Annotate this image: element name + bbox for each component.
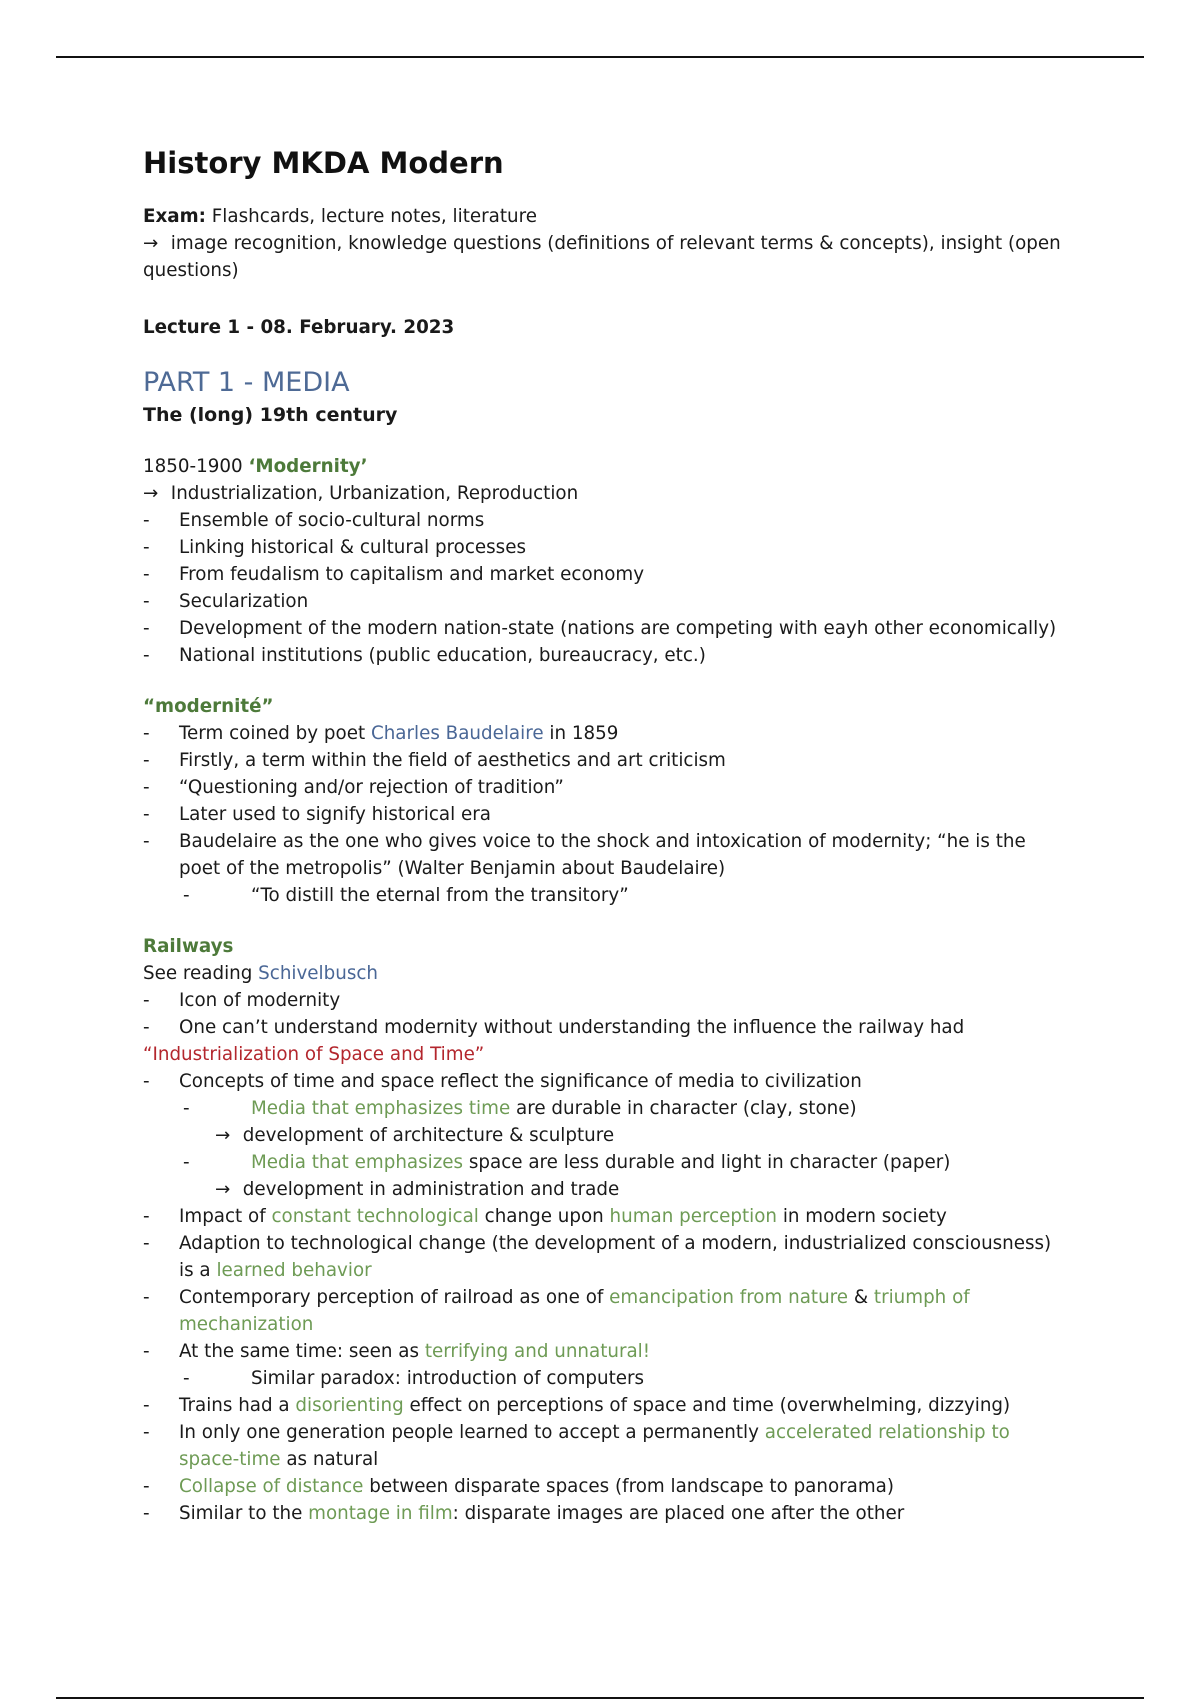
bottom-rule [56, 1697, 1144, 1699]
list-item [143, 801, 1063, 828]
bullet-dash: - [183, 885, 190, 906]
list-item [143, 1419, 1063, 1473]
item-text: development of architecture & sculpture [237, 1125, 615, 1146]
arrow-icon: → [143, 483, 159, 504]
modernite-heading: “modernité” [143, 696, 274, 717]
bullet-dash: - [143, 1206, 150, 1227]
item-text: Linking historical & cultural processes [179, 537, 526, 558]
bullet-dash: - [143, 1341, 150, 1362]
list-item [143, 1473, 1063, 1500]
item-text: Firstly, a term within the field of aesthetics and art criticism [179, 750, 726, 771]
list-item [143, 828, 1063, 882]
highlight-text: Media that emphasizes [251, 1152, 464, 1173]
item-text: Later used to signify historical era [179, 804, 491, 825]
item-text: between disparate spaces (from landscape to panorama) [363, 1476, 895, 1497]
list-item [143, 1500, 1063, 1527]
page-title: History MKDA Modern [143, 146, 504, 180]
bullet-dash: - [143, 1287, 150, 1308]
item-text: Concepts of time and space reflect the significance of media to civilization [179, 1071, 862, 1092]
item-text: National institutions (public education, bureaucracy, etc.) [179, 645, 706, 666]
list-item [143, 1068, 1063, 1095]
list-item [143, 1392, 1063, 1419]
bullet-dash: - [143, 804, 150, 825]
item-text: Baudelaire as the one who gives voice to the shock and intoxication of modernity; “he is the poet of the metropolis” (Walter Benjamin about Baudelaire) [179, 831, 1026, 879]
highlight-text: montage in film [308, 1503, 453, 1524]
list-item [143, 1203, 1063, 1230]
railways-heading: Railways [143, 936, 234, 957]
highlight-text: emancipation from nature [609, 1287, 849, 1308]
item-text: Contemporary perception of railroad as one of [179, 1287, 610, 1308]
modernity-arrow-line [143, 480, 1063, 507]
exam-text: Flashcards, lecture notes, literature [205, 206, 537, 227]
item-text: In only one generation people learned to accept a permanently [179, 1422, 765, 1443]
list-item [143, 1230, 1063, 1284]
highlight-text: disorienting [295, 1395, 404, 1416]
see-reading-text: See reading [143, 963, 259, 984]
item-text: Trains had a [179, 1395, 296, 1416]
list-item [143, 507, 1063, 534]
bullet-dash: - [143, 990, 150, 1011]
industrialization-quote: “Industrialization of Space and Time” [143, 1044, 485, 1065]
highlight-text: human perception [609, 1206, 778, 1227]
arrow-icon: → [215, 1125, 231, 1146]
exam-detail-text: image recognition, knowledge questions (definitions of relevant terms & concepts), insight (open questions) [143, 233, 1061, 281]
item-text: development in administration and trade [237, 1179, 620, 1200]
bullet-dash: - [183, 1368, 190, 1389]
lecture-heading: Lecture 1 - 08. February. 2023 [143, 317, 455, 338]
list-item [143, 1338, 1063, 1365]
item-text: At the same time: seen as [179, 1341, 425, 1362]
arrow-icon: → [143, 233, 159, 254]
highlight-text: Media that emphasizes time [251, 1098, 511, 1119]
top-rule [56, 56, 1144, 58]
list-item [143, 588, 1063, 615]
bullet-dash: - [143, 1395, 150, 1416]
highlight-text: accelerated relationship to space-time [179, 1422, 1010, 1470]
item-text: Icon of modernity [179, 990, 341, 1011]
bullet-dash: - [143, 618, 150, 639]
bullet-dash: - [143, 1233, 150, 1254]
item-text: : disparate images are placed one after the other [452, 1503, 905, 1524]
modernity-years: 1850-1900 [143, 456, 249, 477]
bullet-dash: - [143, 750, 150, 771]
modernity-heading [143, 453, 1063, 480]
exam-label: Exam: [143, 206, 206, 227]
section-subtitle: The (long) 19th century [143, 404, 398, 426]
sub-list-item [143, 1149, 1063, 1176]
list-item [143, 774, 1063, 801]
see-reading [143, 960, 1063, 987]
item-text: Impact of [179, 1206, 272, 1227]
item-text: Secularization [179, 591, 309, 612]
bullet-dash: - [143, 1503, 150, 1524]
item-text: as natural [280, 1449, 379, 1470]
bullet-dash: - [143, 1071, 150, 1092]
item-text: effect on perceptions of space and time (overwhelming, dizzying) [403, 1395, 1011, 1416]
item-text: in 1859 [543, 723, 619, 744]
exam-line [143, 203, 1063, 230]
bullet-dash: - [143, 510, 150, 531]
item-text: Similar to the [179, 1503, 309, 1524]
sub-arrow-line [143, 1122, 1063, 1149]
item-text: One can’t understand modernity without understanding the influence the railway had [179, 1017, 965, 1038]
list-item [143, 1284, 1063, 1338]
item-text: change upon [478, 1206, 610, 1227]
list-item [143, 615, 1063, 642]
schivelbusch-name: Schivelbusch [258, 963, 378, 984]
item-text: Adaption to technological change (the development of a modern, industrialized consciousness) is a [179, 1233, 1052, 1281]
highlight-text: triumph of mechanization [179, 1287, 970, 1335]
bullet-dash: - [143, 564, 150, 585]
list-item [143, 747, 1063, 774]
item-text: Term coined by poet [179, 723, 371, 744]
part-heading: PART 1 - MEDIA [143, 367, 350, 398]
bullet-dash: - [143, 1017, 150, 1038]
bullet-dash: - [143, 591, 150, 612]
exam-detail [143, 230, 1063, 284]
arrow-icon: → [215, 1179, 231, 1200]
bullet-dash: - [143, 537, 150, 558]
bullet-dash: - [143, 723, 150, 744]
item-text: are durable in character (clay, stone) [510, 1098, 857, 1119]
bullet-dash: - [143, 831, 150, 852]
highlight-text: learned behavior [216, 1260, 372, 1281]
item-text: Ensemble of socio-cultural norms [179, 510, 485, 531]
list-item [143, 534, 1063, 561]
bullet-dash: - [183, 1098, 190, 1119]
item-text: space are less durable and light in character (paper) [463, 1152, 951, 1173]
list-item [143, 561, 1063, 588]
item-text: “To distill the eternal from the transitory” [251, 885, 629, 906]
bullet-dash: - [143, 1422, 150, 1443]
bullet-dash: - [143, 777, 150, 798]
item-text: Similar paradox: introduction of computers [251, 1368, 645, 1389]
modernity-arrow-text: Industrialization, Urbanization, Reproduction [165, 483, 579, 504]
list-item [143, 720, 1063, 747]
item-text: & [848, 1287, 874, 1308]
sub-list-item [143, 882, 1063, 909]
modernity-term: ‘Modernity’ [248, 456, 368, 477]
highlight-text: Collapse of distance [179, 1476, 364, 1497]
bullet-dash: - [143, 645, 150, 666]
sub-arrow-line [143, 1176, 1063, 1203]
item-text: From feudalism to capitalism and market economy [179, 564, 645, 585]
highlight-text: terrifying and unnatural! [424, 1341, 651, 1362]
item-text: “Questioning and/or rejection of tradition” [179, 777, 564, 798]
highlight-text: constant technological [271, 1206, 479, 1227]
list-item [143, 1014, 1063, 1041]
list-item [143, 987, 1063, 1014]
list-item [143, 642, 1063, 669]
baudelaire-name: Charles Baudelaire [370, 723, 544, 744]
sub-list-item [143, 1095, 1063, 1122]
item-text: in modern society [777, 1206, 947, 1227]
document-body [143, 145, 1063, 1527]
sub-list-item [143, 1365, 1063, 1392]
bullet-dash: - [143, 1476, 150, 1497]
bullet-dash: - [183, 1152, 190, 1173]
item-text: Development of the modern nation-state (nations are competing with eayh other economically) [179, 618, 1057, 639]
